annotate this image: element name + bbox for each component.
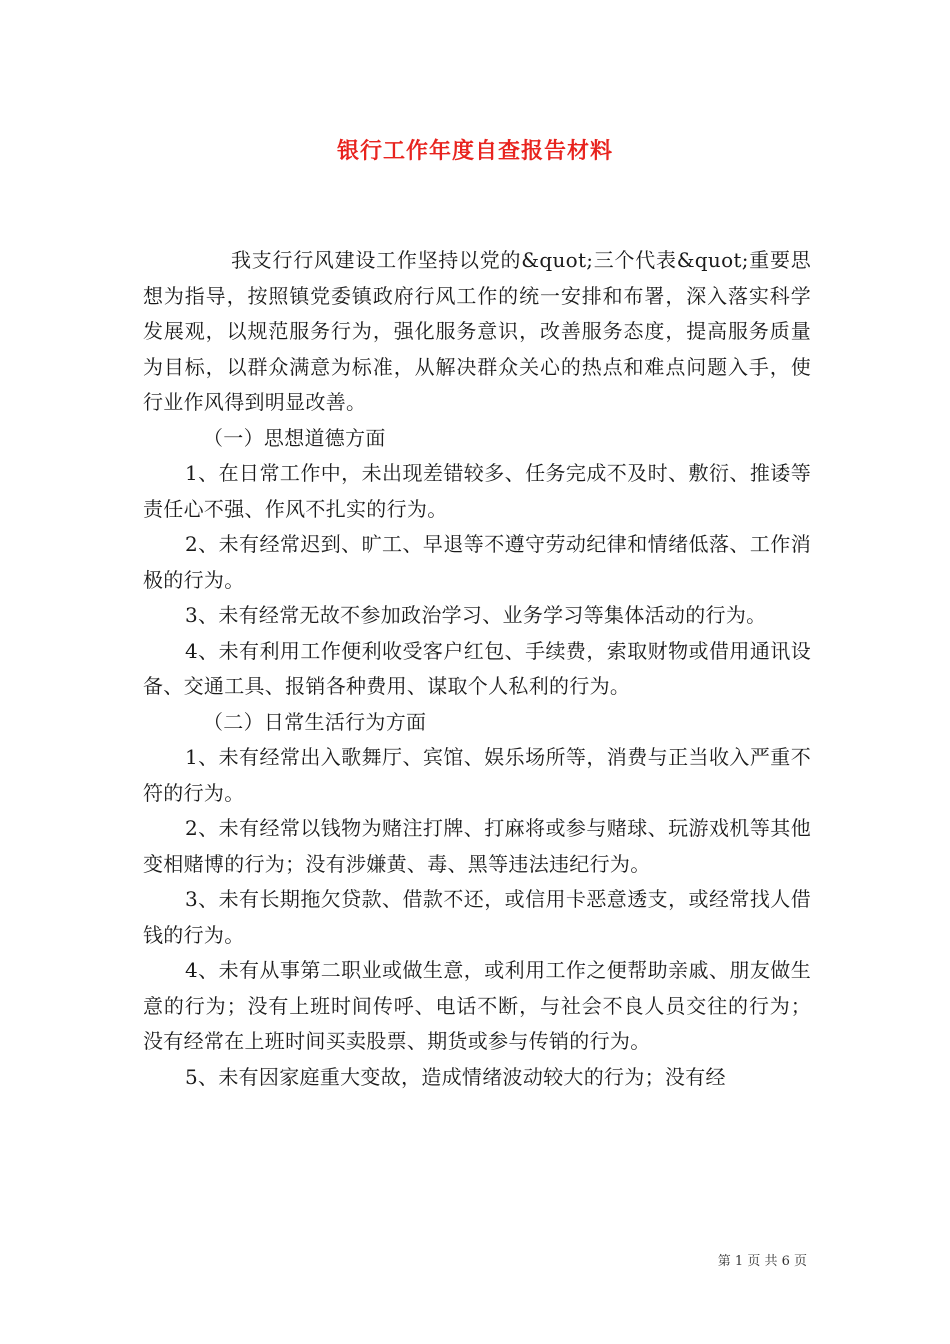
paragraph: 3、未有经常无故不参加政治学习、业务学习等集体活动的行为。 (185, 603, 767, 627)
paragraph: 3、未有长期拖欠贷款、借款不还，或信用卡恶意透支，或经常找人借钱的行为。 (143, 887, 811, 947)
section-heading: （一）思想道德方面 (203, 425, 386, 450)
paragraph: 4、未有利用工作便利收受客户红包、手续费，索取财物或借用通讯设备、交通工具、报销各种费用、谋取个人私利的行为。 (143, 638, 811, 698)
paragraph: 5、未有因家庭重大变故，造成情绪波动较大的行为；没有经 (185, 1064, 726, 1089)
paragraph: 2、未有经常以钱物为赌注打牌、打麻将或参与赌球、玩游戏机等其他变相赌博的行为；没有涉嫌黄、毒、黑等违法违纪行为。 (143, 816, 811, 876)
page-number: 第 1 页 共 6 页 (717, 1254, 807, 1269)
paragraph: 我支行行风建设工作坚持以党的&quot;三个代表&quot;重要思想为指导，按照镇党委镇政府行风工作的统一安排和布署，深入落实科学发展观，以规范服务行为，强化服务意识，改善服务态度，提高服务质量为目标，以群众满意为标准，从解决群众关心的热点和难点问题入手，使行业作风得到明显改善。 (143, 248, 811, 414)
section-heading: （二）日常生活行为方面 (203, 709, 427, 734)
paragraph: 1、在日常工作中，未出现差错较多、任务完成不及时、敷衍、推诿等责任心不强、作风不扎实的行为。 (143, 461, 811, 521)
paragraph: 2、未有经常迟到、旷工、早退等不遵守劳动纪律和情绪低落、工作消极的行为。 (143, 532, 811, 592)
paragraph: 1、未有经常出入歌舞厅、宾馆、娱乐场所等，消费与正当收入严重不符的行为。 (143, 745, 811, 805)
paragraph: 4、未有从事第二职业或做生意，或利用工作之便帮助亲戚、朋友做生意的行为；没有上班时间传呼、电话不断，与社会不良人员交往的行为；没有经常在上班时间买卖股票、期货或参与传销的行为。 (143, 958, 811, 1053)
document-body (143, 243, 811, 1095)
document-title: 银行工作年度自查报告材料 (336, 138, 613, 164)
